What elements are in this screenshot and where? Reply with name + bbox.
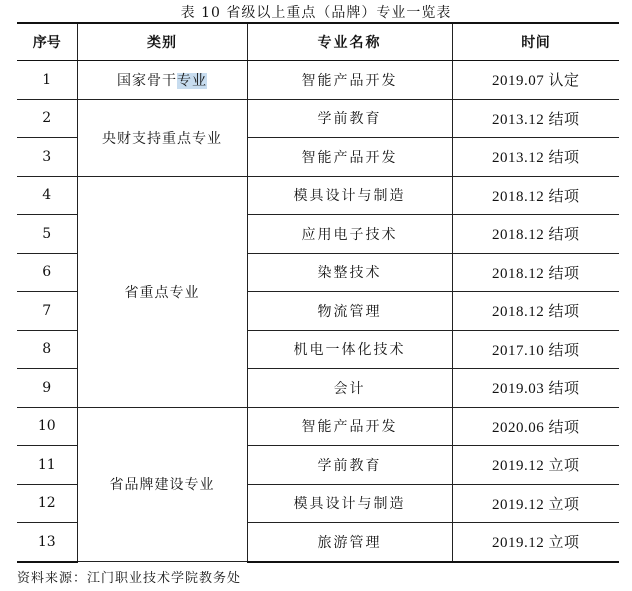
row-index: 13 (17, 523, 77, 562)
key-majors-table (17, 22, 619, 563)
major-name: 物流管理 (247, 292, 452, 331)
row-index: 8 (17, 330, 77, 369)
table-caption: 表 10 省级以上重点（品牌）专业一览表 (180, 5, 452, 21)
time-cell: 2019.07 认定 (452, 61, 619, 100)
time-cell: 2019.12 立项 (452, 446, 619, 485)
major-name: 会计 (247, 369, 452, 408)
category-cell: 省重点专业 (77, 176, 247, 407)
major-name: 模具设计与制造 (247, 484, 452, 523)
major-name: 机电一体化技术 (247, 330, 452, 369)
time-cell: 2018.12 结项 (452, 292, 619, 331)
time-cell: 2019.03 结项 (452, 369, 619, 408)
major-name: 学前教育 (247, 446, 452, 485)
time-cell: 2019.12 立项 (452, 484, 619, 523)
time-cell: 2013.12 结项 (452, 99, 619, 138)
major-name: 应用电子技术 (247, 215, 452, 254)
row-index: 1 (17, 61, 77, 100)
major-name: 旅游管理 (247, 523, 452, 562)
table-row (17, 176, 619, 215)
row-index: 3 (17, 138, 77, 177)
table-row (17, 99, 619, 138)
category-text[interactable]: 国家骨干 (117, 72, 177, 89)
major-name: 染整技术 (247, 253, 452, 292)
row-index: 12 (17, 484, 77, 523)
major-name: 模具设计与制造 (247, 176, 452, 215)
category-cell[interactable] (77, 61, 247, 100)
major-name: 智能产品开发 (247, 61, 452, 100)
table-row (17, 61, 619, 100)
major-name: 智能产品开发 (247, 138, 452, 177)
time-cell: 2019.12 立项 (452, 523, 619, 562)
time-cell: 2017.10 结项 (452, 330, 619, 369)
category-cell: 省品牌建设专业 (77, 407, 247, 562)
category-cell: 央财支持重点专业 (77, 99, 247, 176)
time-cell: 2018.12 结项 (452, 176, 619, 215)
header-index: 序号 (17, 23, 77, 61)
time-cell: 2018.12 结项 (452, 215, 619, 254)
row-index: 5 (17, 215, 77, 254)
table-header-row (17, 23, 619, 61)
header-major-name: 专业名称 (247, 23, 452, 61)
row-index: 6 (17, 253, 77, 292)
row-index: 10 (17, 407, 77, 446)
header-time: 时间 (452, 23, 619, 61)
row-index: 4 (17, 176, 77, 215)
major-name: 智能产品开发 (247, 407, 452, 446)
time-cell: 2020.06 结项 (452, 407, 619, 446)
table-row (17, 407, 619, 446)
row-index: 11 (17, 446, 77, 485)
selected-text[interactable]: 专业 (177, 72, 207, 89)
time-cell: 2018.12 结项 (452, 253, 619, 292)
source-note: 资料来源：江门职业技术学院教务处 (17, 571, 242, 586)
row-index: 9 (17, 369, 77, 408)
row-index: 7 (17, 292, 77, 331)
row-index: 2 (17, 99, 77, 138)
time-cell: 2013.12 结项 (452, 138, 619, 177)
major-name: 学前教育 (247, 99, 452, 138)
header-category: 类别 (77, 23, 247, 61)
